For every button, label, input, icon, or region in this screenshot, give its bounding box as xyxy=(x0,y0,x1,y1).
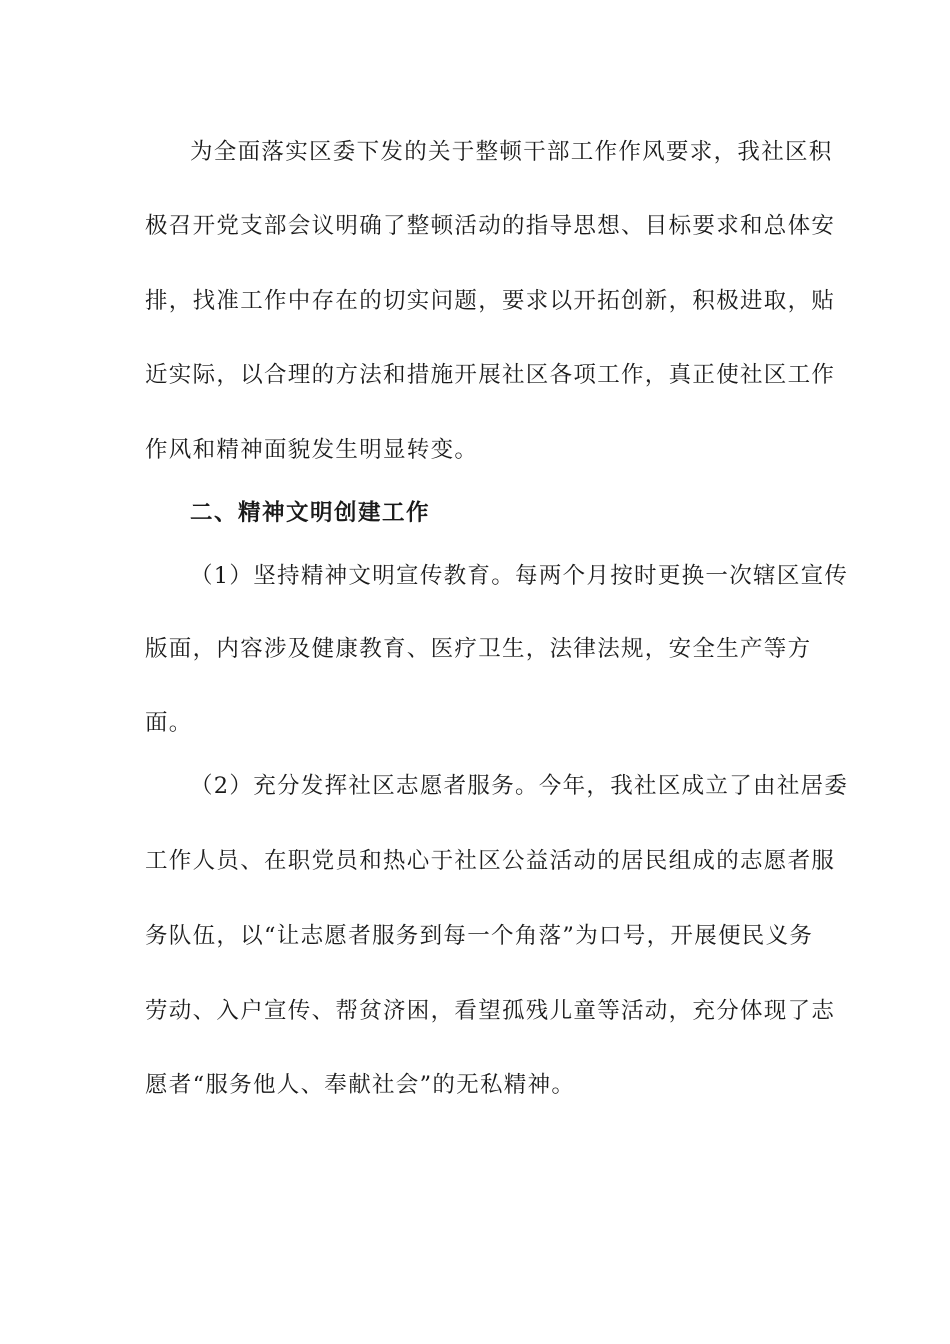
text-line: （2）充分发挥社区志愿者服务。今年，我社区成立了由社居委 xyxy=(190,773,849,799)
text-line: 版面，内容涉及健康教育、医疗卫生，法律法规，安全生产等方 xyxy=(145,636,812,662)
text-line: （1）坚持精神文明宣传教育。每两个月按时更换一次辖区宣传 xyxy=(190,563,849,589)
text-line: 近实际，以合理的方法和措施开展社区各项工作，真正使社区工作 xyxy=(145,362,836,388)
text-line: 面。 xyxy=(145,710,193,736)
text-line: 务队伍，以“让志愿者服务到每一个角落”为口号，开展便民义务 xyxy=(145,923,814,949)
text-line: 愿者“服务他人、奉献社会”的无私精神。 xyxy=(145,1072,576,1098)
text-line: 为全面落实区委下发的关于整顿干部工作作风要求，我社区积 xyxy=(190,139,833,165)
text-line: 排，找准工作中存在的切实问题，要求以开拓创新，积极进取，贴 xyxy=(145,288,836,314)
text-line: 极召开党支部会议明确了整顿活动的指导思想、目标要求和总体安 xyxy=(145,213,836,239)
text-line: 劳动、入户宣传、帮贫济困，看望孤残儿童等活动，充分体现了志 xyxy=(145,998,836,1024)
text-line: 作风和精神面貌发生明显转变。 xyxy=(145,437,479,463)
text-line: 工作人员、在职党员和热心于社区公益活动的居民组成的志愿者服 xyxy=(145,848,836,874)
section-heading: 二、精神文明创建工作 xyxy=(190,500,431,526)
